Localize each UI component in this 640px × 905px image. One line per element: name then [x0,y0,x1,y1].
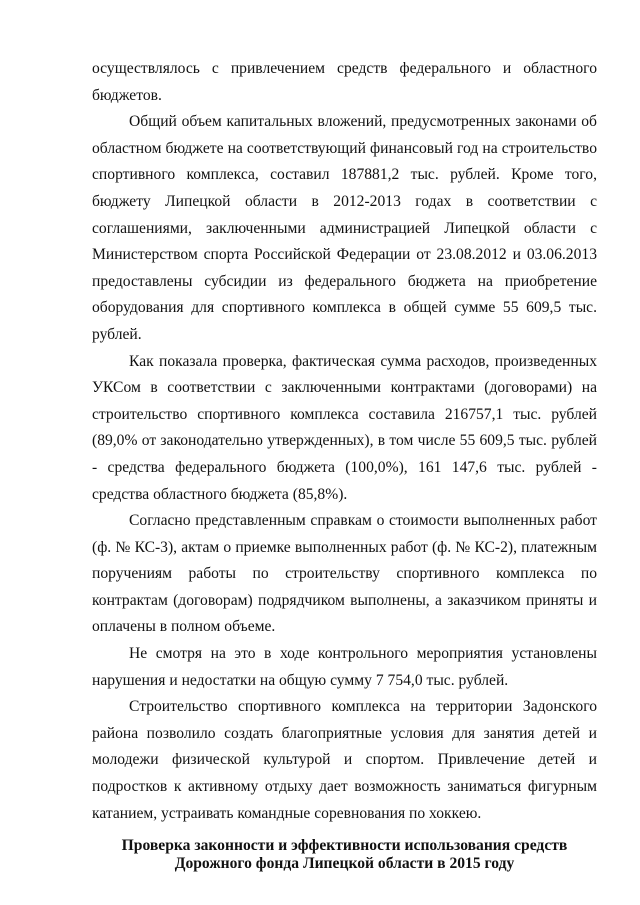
paragraph-sports-complex-outcome: Строительство спортивного комплекса на территории Задонского района позволило создать благоприятные условия для занятия детей и молодежи физической культурой и спортом. Привлечение детей и подростков к активному отдыху дает возможность заниматься фигурным катанием, устраивать командные соревнования по хоккею. [92,698,597,822]
document-page [92,56,597,873]
paragraph-actual-expenses: Как показала проверка, фактическая сумма расходов, произведенных УКСом в соответствии с заключенными контрактами (договорами) на строительство спортивного комплекса составила 216757,1 тыс. рублей (89,0% от законодательно утвержденных), в том числе 55 609,5 тыс. рублей - средства федерального бюджета (100,0%), 161 147,6 тыс. рублей - средства областного бюджета (85,8%). [92,352,597,503]
paragraph-continuation: осуществлялось с привлечением средств федерального и областного бюджетов. [92,60,597,104]
section-heading-line-1: Проверка законности и эффективности использования средств [121,837,568,855]
paragraph-work-acceptance: Согласно представленным справкам о стоимости выполненных работ (ф. № КС-3), актам о приемке выполненных работ (ф. № КС-2), платежным поручениям работы по строительству спортивного комплекса по контрактам (договорам) подрядчиком выполнены, а заказчиком приняты и оплачены в полном объеме. [92,512,597,636]
section-heading [92,837,597,873]
paragraph-capital-investments: Общий объем капитальных вложений, предусмотренных законами об областном бюджете на соответствующий финансовый год на строительство спортивного комплекса, составил 187881,2 тыс. рублей. Кроме того, бюджету Липецкой области в 2012-2013 годах в соответствии с соглашениями, заключенными администрацией Липецкой области с Министерством спорта Российской Федерации от 23.08.2012 и 03.06.2013 предоставлены субсидии из федерального бюджета на приобретение оборудования для спортивного комплекса в общей сумме 55 609,5 тыс. рублей. [92,113,597,343]
section-heading-line-2: Дорожного фонда Липецкой области в 2015 году [174,855,515,873]
paragraph-violations: Не смотря на это в ходе контрольного мероприятия установлены нарушения и недостатки на общую сумму 7 754,0 тыс. рублей. [92,645,597,689]
